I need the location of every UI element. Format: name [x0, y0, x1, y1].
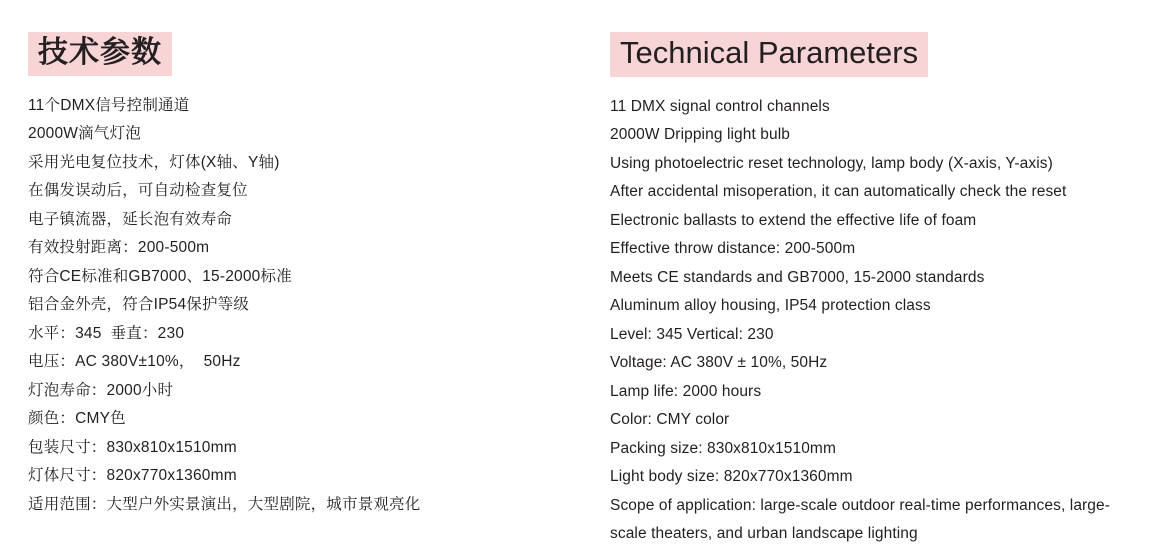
spec-line: 2000W滴气灯泡	[28, 125, 141, 143]
spec-line: 11 DMX signal control channels	[610, 97, 830, 115]
spec-line: Light body size: 820x770x1360mm	[610, 468, 853, 486]
spec-line: 电子镇流器，延长泡有效寿命	[28, 210, 233, 228]
spec-line: Using photoelectric reset technology, lamp body (X-axis, Y-axis)	[610, 154, 1053, 172]
spec-line: Scope of application: large-scale outdoor real-time performances, large-scale theaters, and urban landscape lighting	[610, 496, 1111, 543]
spec-line: 11个DMX信号控制通道	[28, 96, 190, 114]
spec-line: 铝合金外壳，符合IP54保护等级	[28, 296, 250, 314]
spec-line: 电压：AC 380V±10%， 50Hz	[28, 353, 241, 371]
spec-line: After accidental misoperation, it can automatically check the reset	[610, 183, 1067, 201]
spec-line: 适用范围：大型户外实景演出，大型剧院，城市景观亮化	[28, 495, 421, 513]
spec-line: 采用光电复位技术，灯体(X轴、Y轴)	[28, 153, 280, 171]
english-heading-wrap	[610, 32, 1140, 77]
spec-line: Lamp life: 2000 hours	[610, 382, 762, 400]
english-spec-list	[610, 93, 1140, 549]
spec-line: Effective throw distance: 200-500m	[610, 240, 856, 258]
chinese-heading: 技术参数	[28, 32, 172, 76]
spec-line: 水平：345 垂直：230	[28, 324, 185, 342]
spec-line: Voltage: AC 380V ± 10%, 50Hz	[610, 354, 828, 372]
chinese-column	[28, 0, 573, 519]
spec-line: Meets CE standards and GB7000, 15-2000 standards	[610, 268, 985, 286]
spec-line: 灯体尺寸：820x770x1360mm	[28, 467, 237, 485]
english-column	[610, 0, 1140, 549]
spec-line: 符合CE标准和GB7000、15-2000标准	[28, 267, 292, 285]
spec-line: Packing size: 830x810x1510mm	[610, 439, 836, 457]
spec-line: 灯泡寿命：2000小时	[28, 381, 174, 399]
spec-line: 2000W Dripping light bulb	[610, 126, 790, 144]
english-heading: Technical Parameters	[610, 32, 928, 77]
spec-line: 包装尺寸：830x810x1510mm	[28, 438, 237, 456]
spec-line: Electronic ballasts to extend the effective life of foam	[610, 211, 977, 229]
spec-line: 有效投射距离：200-500m	[28, 239, 210, 257]
spec-line: 在偶发误动后，可自动检查复位	[28, 182, 248, 200]
spec-line: Aluminum alloy housing, IP54 protection class	[610, 297, 931, 315]
chinese-spec-list	[28, 92, 573, 520]
chinese-heading-wrap	[28, 32, 573, 76]
spec-line: Color: CMY color	[610, 411, 730, 429]
spec-line: 颜色：CMY色	[28, 410, 126, 428]
spec-line: Level: 345 Vertical: 230	[610, 325, 774, 343]
